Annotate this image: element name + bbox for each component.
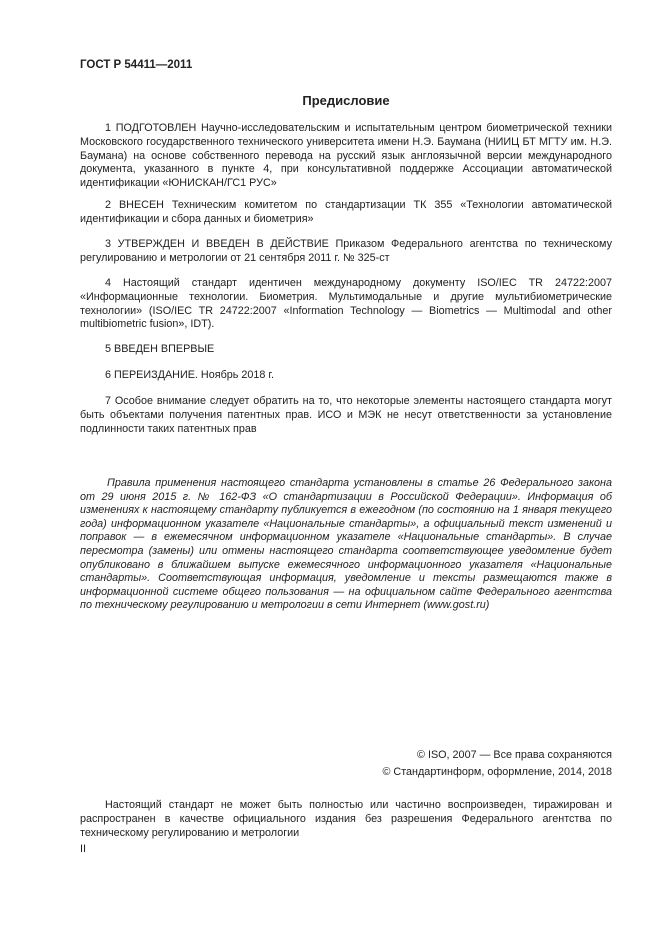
page-number: II	[80, 843, 87, 855]
application-notice: Правила применения настоящего стандарта установлены в статье 26 Федерального закона от 29 июня 2015 г. № 162-ФЗ «О стандартизации в Российской Федерации». Информация об изменениях к настоящему стандарту публикуется в ежегодном (по состоянию на 1 января текущего года) информационном указателе «Национальные стандарты», а официальный текст изменений и поправок — в ежемесячном информационном указателе «Национальные стандарты». В случае пересмотра (замены) или отмены настоящего стандарта соответствующее уведомление будет опубликовано в ближайшем выпуске ежемесячного информационного указателя «Национальные стандарты». Соответствующая информация, уведомление и тексты размещаются также в информационной системе общего пользования — на официальном сайте Федерального агентства по техническому регулированию и метрологии в сети Интернет (www.gost.ru)	[80, 477, 612, 612]
paragraph-7: 7 Особое внимание следует обратить на то, что некоторые элементы настоящего стандарта могут быть объектами получения патентных прав. ИСО и МЭК не несут ответственности за установление подлинности таких патентных прав	[80, 395, 612, 435]
copyright-standartinform: © Стандартинформ, оформление, 2014, 2018	[382, 766, 612, 778]
paragraph-6: 6 ПЕРЕИЗДАНИЕ. Ноябрь 2018 г.	[105, 369, 275, 381]
paragraph-5: 5 ВВЕДЕН ВПЕРВЫЕ	[105, 343, 215, 355]
page-title: Предисловие	[302, 93, 390, 108]
paragraph-2: 2 ВНЕСЕН Техническим комитетом по стандартизации ТК 355 «Технологии автоматической идентификации и сбора данных и биометрия»	[80, 199, 612, 225]
paragraph-4: 4 Настоящий стандарт идентичен международному документу ISO/IEC TR 24722:2007 «Информационные технологии. Биометрия. Мультимодальные и другие мультибиометрические технологии» (ISO/IEC TR 24722:2007 «Information Technology — Biometrics — Multimodal and other multibiometric fusion», IDT).	[80, 277, 612, 331]
paragraph-1: 1 ПОДГОТОВЛЕН Научно-исследовательским и испытательным центром биометрической техники Московского государственного технического университета имени Н.Э. Баумана (НИИЦ БТ МГТУ им. Н.Э. Баумана) на основе собственного перевода на русский язык англоязычной версии международного документа, указанного в пункте 4, при консультативной поддержке Ассоциации автоматической идентификации «ЮНИСКАН/ГС1 РУС»	[80, 122, 612, 190]
document-code: ГОСТ Р 54411—2011	[80, 59, 193, 71]
copyright-iso: © ISO, 2007 — Все права сохраняются	[417, 749, 612, 761]
paragraph-3: 3 УТВЕРЖДЕН И ВВЕДЕН В ДЕЙСТВИЕ Приказом Федерального агентства по техническому регулированию и метрологии от 21 сентября 2011 г. № 325-ст	[80, 238, 612, 264]
reproduction-notice: Настоящий стандарт не может быть полностью или частично воспроизведен, тиражирован и распространен в качестве официального издания без разрешения Федерального агентства по техническому регулированию и метрологии	[80, 799, 612, 839]
